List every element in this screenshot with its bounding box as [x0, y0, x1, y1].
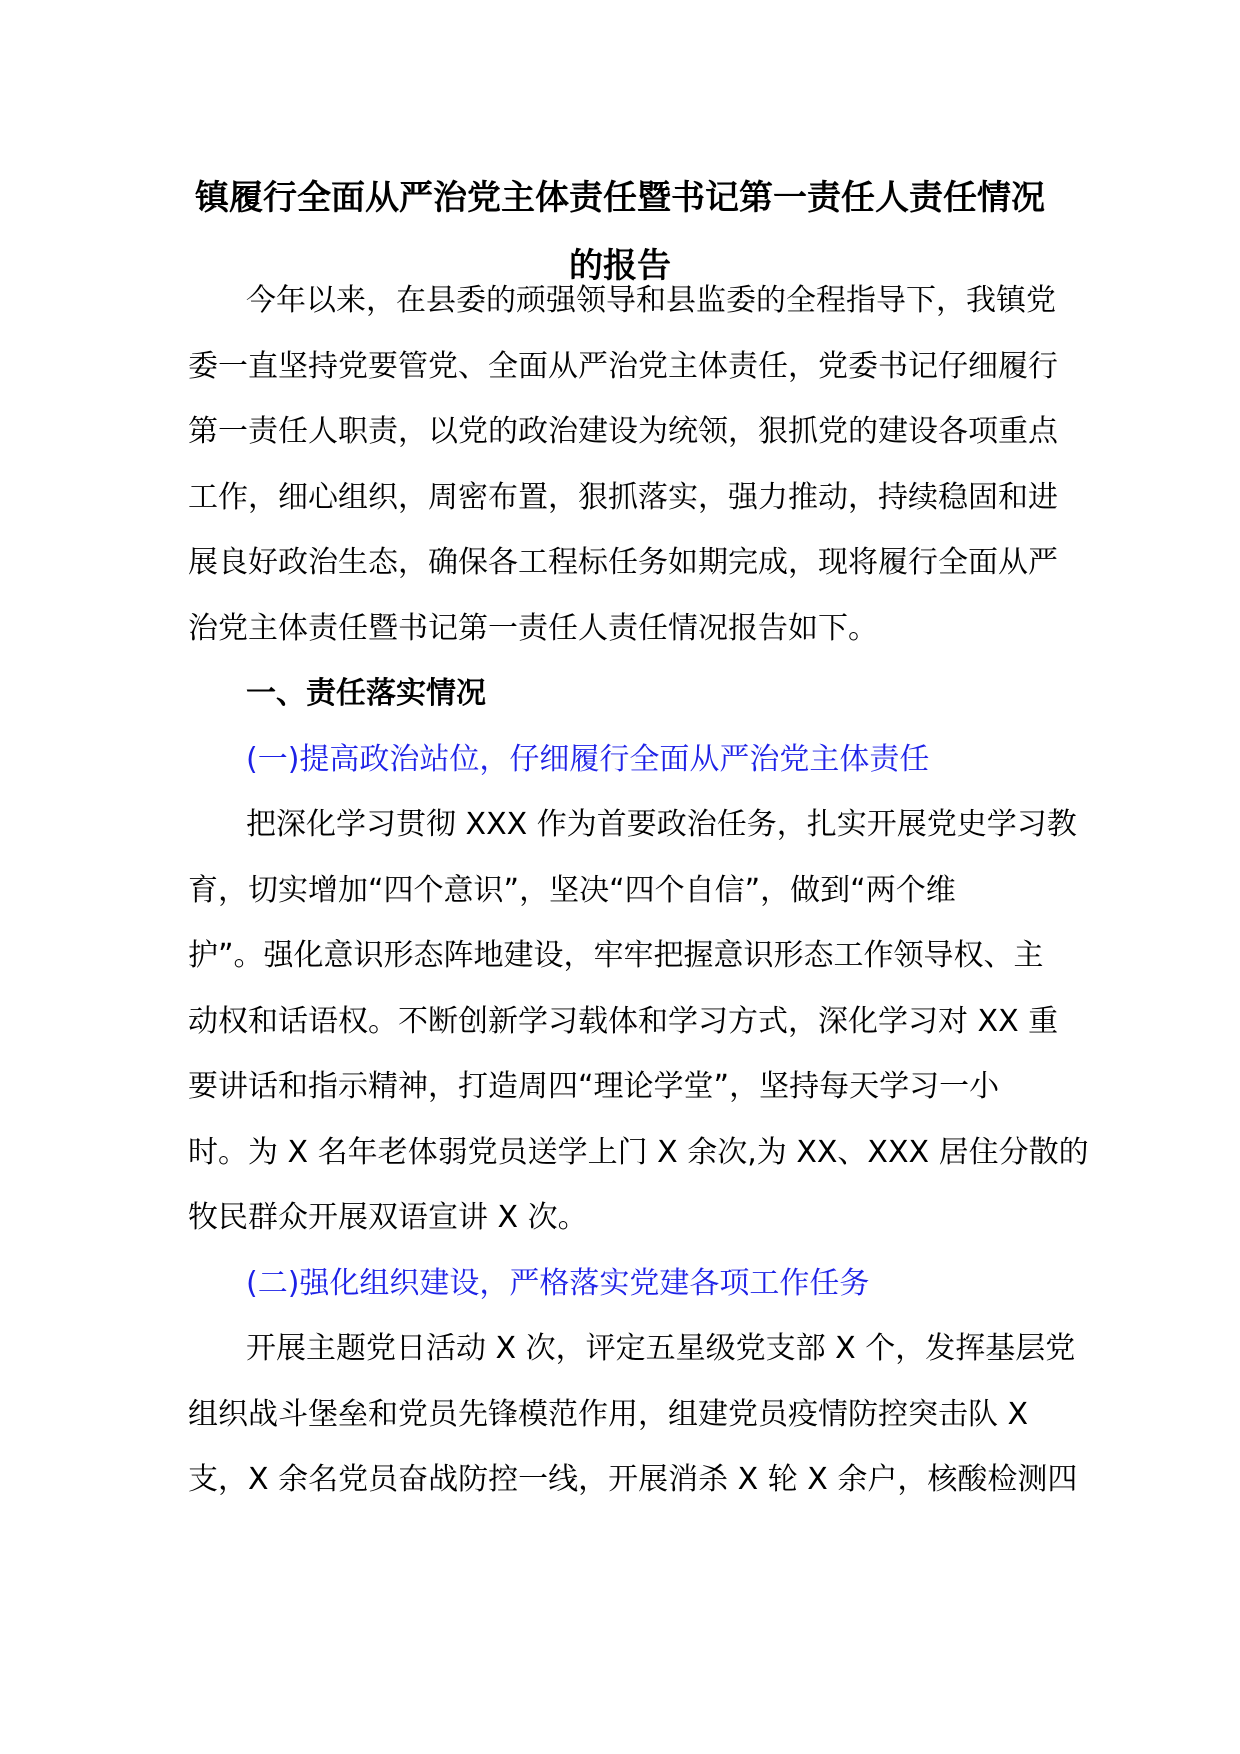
subsection-1-paragraph	[188, 792, 1089, 1251]
report-title-line-1: 镇履行全面从严治党主体责任暨书记第一责任人责任情况	[195, 178, 1045, 218]
paragraph-line: 委一直坚持党要管党、全面从严治党主体责任，党委书记仔细履行	[188, 348, 1058, 384]
paragraph-line: 展良好政治生态，确保各工程标任务如期完成，现将履行全面从严	[188, 545, 1058, 580]
paragraph-line: 要讲话和指示精神，打造周四“理论学堂”，坚持每天学习一小	[188, 1069, 1000, 1104]
paragraph-line: 第一责任人职责，以党的政治建设为统领，狠抓党的建设各项重点	[188, 414, 1058, 449]
paragraph-line: 今年以来，在县委的顽强领导和县监委的全程指导下，我镇党	[246, 283, 1056, 318]
section-heading: 一、责任落实情况	[246, 676, 486, 711]
paragraph-line: 开展主题党日活动 X 次，评定五星级党支部 X 个，发挥基层党	[246, 1331, 1076, 1366]
paragraph-line: 牧民群众开展双语宣讲 X 次。	[188, 1200, 588, 1235]
report-title-line-2: 的报告	[569, 246, 671, 286]
subsection-heading: (二)强化组织建设，严格落实党建各项工作任务	[246, 1265, 870, 1301]
paragraph-line: 护”。强化意识形态阵地建设，牢牢把握意识形态工作领导权、主	[188, 938, 1044, 973]
paragraph-line: 治党主体责任暨书记第一责任人责任情况报告如下。	[188, 610, 878, 646]
paragraph-line: 支，X 余名党员奋战防控一线，开展消杀 X 轮 X 余户，核酸检测四	[188, 1462, 1078, 1497]
document-body	[188, 268, 1089, 1513]
intro-paragraph	[188, 268, 1058, 661]
subsection-heading: (一)提高政治站位，仔细履行全面从严治党主体责任	[246, 741, 930, 777]
paragraph-line: 动权和话语权。不断创新学习载体和学习方式，深化学习对 XX 重	[188, 1003, 1059, 1039]
paragraph-line: 育，切实增加“四个意识”，坚决“四个自信”，做到“两个维	[188, 872, 956, 908]
paragraph-line: 工作，细心组织，周密布置，狠抓落实，强力推动，持续稳固和进	[188, 479, 1058, 515]
paragraph-line: 把深化学习贯彻 XXX 作为首要政治任务，扎实开展党史学习教	[246, 807, 1077, 842]
subsection-2-paragraph	[188, 1316, 1078, 1513]
paragraph-line: 时。为 X 名年老体弱党员送学上门 X 余次,为 XX、XXX 居住分散的	[188, 1134, 1089, 1170]
paragraph-line: 组织战斗堡垒和党员先锋模范作用，组建党员疫情防控突击队 X	[188, 1396, 1029, 1432]
